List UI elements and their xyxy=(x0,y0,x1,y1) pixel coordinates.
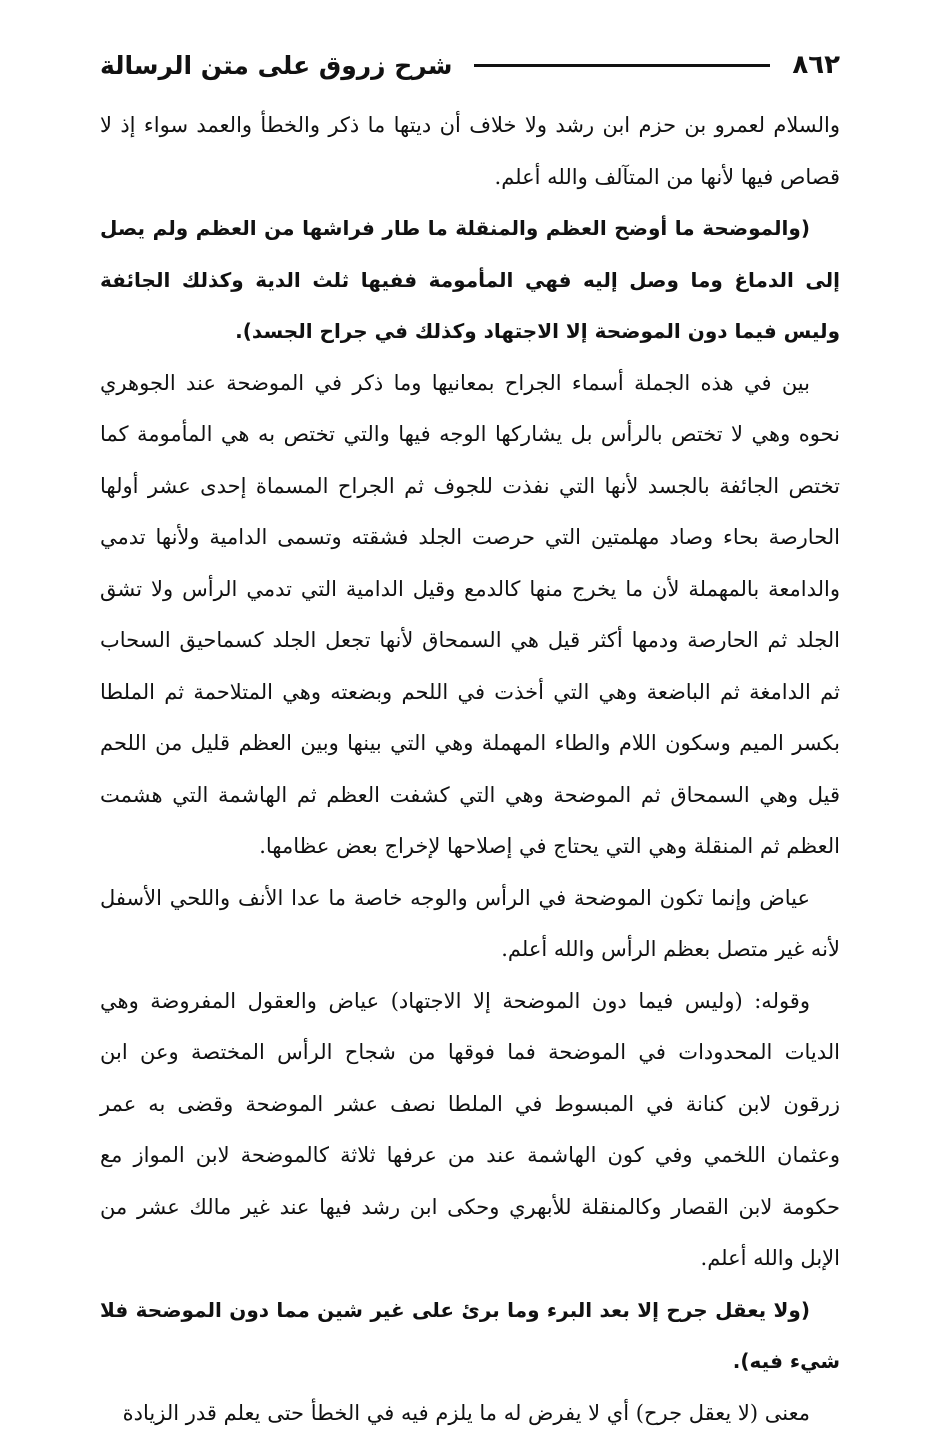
commentary-paragraph: معنى (لا يعقل جرح) أي لا يفرض له ما يلزم فيه في الخطأ حتى يعلم قدر الزيادة xyxy=(100,1388,840,1439)
page-body xyxy=(100,100,840,1439)
running-title: شرح زروق على متن الرسالة xyxy=(100,51,452,80)
commentary-paragraph: وقوله: (وليس فيما دون الموضحة إلا الاجتهاد) عياض والعقول المفروضة وهي الديات المحدودات في الموضحة فما فوقها من شجاح الرأس المختصة وعن ابن زرقون لابن كنانة في المبسوط في الملطا نصف عشر الموضحة وقضى به عمر وعثمان اللخمي وفي كون الهاشمة عند من عرفها ثلاثة كالموضحة لابن المواز مع حكومة لابن القصار وكالمنقلة للأبهري وحكى ابن رشد فيها عند غير مالك عشر من الإبل والله أعلم. xyxy=(100,976,840,1285)
commentary-paragraph: عياض وإنما تكون الموضحة في الرأس والوجه خاصة ما عدا الأنف واللحي الأسفل لأنه غير متصل بعظم الرأس والله أعلم. xyxy=(100,873,840,976)
page-number: ٨٦٢ xyxy=(792,50,840,80)
matn-quote: (ولا يعقل جرح إلا بعد البرء وما برئ على غير شين مما دون الموضحة فلا شيء فيه). xyxy=(100,1285,840,1388)
matn-quote: (والموضحة ما أوضح العظم والمنقلة ما طار فراشها من العظم ولم يصل إلى الدماغ وما وصل إليه فهي المأمومة ففيها ثلث الدية وكذلك الجائفة وليس فيما دون الموضحة إلا الاجتهاد وكذلك في جراح الجسد). xyxy=(100,203,840,358)
header-rule xyxy=(474,64,770,67)
commentary-paragraph: بين في هذه الجملة أسماء الجراح بمعانيها وما ذكر في الموضحة عند الجوهري نحوه وهي لا تختص بالرأس بل يشاركها الوجه فيها والتي تختص به هي المأمومة كما تختص الجائفة بالجسد لأنها التي نفذت للجوف ثم الجراح المسماة إحدى عشر أولها الحارصة بحاء وصاد مهلمتين التي حرصت الجلد فشقته وتسمى الدامية ولأنها تدمي والدامعة بالمهملة لأن ما يخرج منها كالدمع وقيل الدامية التي تدمي الرأس ولا تشق الجلد ثم الحارصة ودمها أكثر قيل هي السمحاق لأنها تجعل الجلد كسماحيق السحاب ثم الدامغة ثم الباضعة وهي التي أخذت في اللحم وبضعته وهي المتلاحمة ثم الملطا بكسر الميم وسكون اللام والطاء المهملة وهي التي بينها وبين العظم قليل من اللحم قيل وهي السمحاق ثم الموضحة وهي التي كشفت العظم ثم الهاشمة التي هشمت العظم ثم المنقلة وهي التي يحتاج في إصلاحها لإخراج بعض عظامها. xyxy=(100,358,840,873)
paragraph-continued: والسلام لعمرو بن حزم ابن رشد ولا خلاف أن ديتها ما ذكر والخطأ والعمد سواء إذ لا قصاص فيها لأنها من المتآلف والله أعلم. xyxy=(100,100,840,203)
page-header xyxy=(100,40,840,90)
